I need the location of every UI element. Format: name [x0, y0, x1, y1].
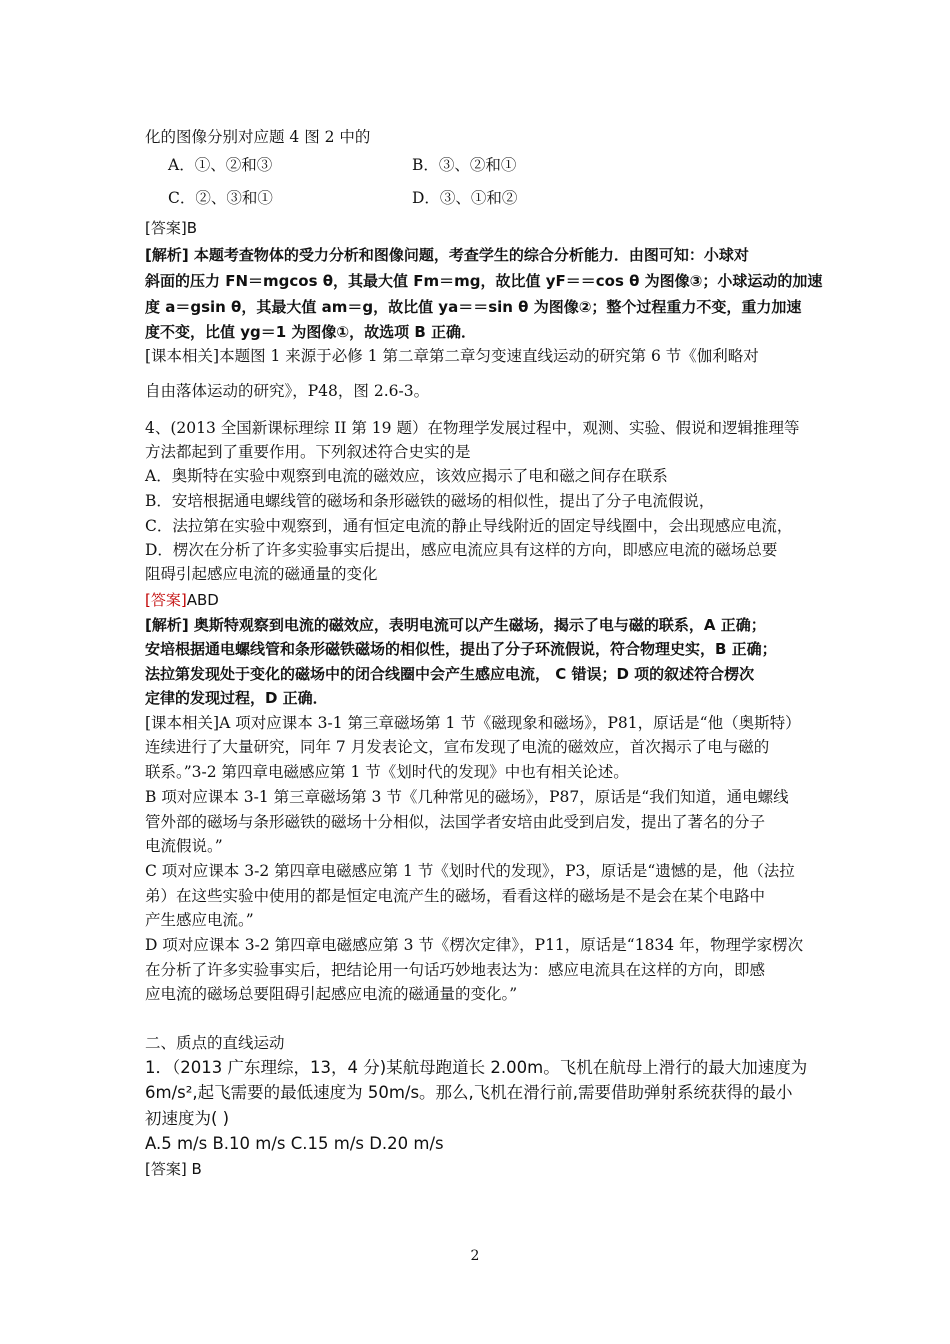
- q4-stem-line: 方法都起到了重要作用。下列叙述符合史实的是: [145, 443, 471, 461]
- q4-textbook-line: 在分析了许多实验事实后，把结论用一句话巧妙地表达为：感应电流具在这样的方向，即感: [145, 961, 766, 979]
- q4-textbook-line: 连续进行了大量研究，同年 7 月发表论文，宣布发现了电流的磁效应，首次揭示了电与磁的: [145, 738, 770, 756]
- q4-answer-label: [答案]: [145, 591, 187, 609]
- q3-stem-tail: 化的图像分别对应题 4 图 2 中的: [145, 128, 371, 146]
- q4-textbook-line: B 项对应课本 3-1 第三章磁场第 3 节《几种常见的磁场》，P87，原话是“我们知道，通电螺线: [145, 788, 789, 806]
- section-heading: 二、质点的直线运动: [145, 1034, 285, 1052]
- q4-textbook-line: 产生感应电流。”: [145, 911, 254, 929]
- s2-q1-line: 1．（2013 广东理综，13，4 分)某航母跑道长 2.00m。飞机在航母上滑行的最大加速度为: [145, 1058, 808, 1077]
- q3-analysis-line: 度不变，比值 yg＝1 为图像①，故选项 B 正确．: [145, 323, 476, 341]
- q4-textbook-line: [课本相关]A 项对应课本 3-1 第三章磁场第 1 节《磁现象和磁场》，P81，原话是“他（奥斯特）: [145, 714, 801, 732]
- q4-analysis-line: [解析] 奥斯特观察到电流的磁效应，表明电流可以产生磁场，揭示了电与磁的联系，A 正确；: [145, 616, 766, 634]
- q4-textbook-line: D 项对应课本 3-2 第四章电磁感应第 3 节《楞次定律》，P11，原话是“1834 年，物理学家楞次: [145, 936, 804, 954]
- s2-q1-answer: [答案] B: [145, 1160, 202, 1178]
- q3-option-b: B．③、②和①: [412, 156, 517, 174]
- q4-textbook-line: 应电流的磁场总要阻碍引起感应电流的磁通量的变化。”: [145, 985, 518, 1003]
- q3-option-c: C．②、③和①: [168, 189, 273, 207]
- q4-option-b: B．安培根据通电螺线管的磁场和条形磁铁的磁场的相似性，提出了分子电流假说，: [145, 492, 715, 510]
- page-number: 2: [470, 1248, 480, 1264]
- q3-analysis-line: 度 a＝gsin θ，其最大值 am＝g，故比值 ya＝＝sin θ 为图像②；整个过程重力不变，重力加速: [145, 298, 802, 316]
- q4-option-d-cont: 阻碍引起感应电流的磁通量的变化: [145, 565, 378, 583]
- q4-option-d: D．楞次在分析了许多实验事实后提出，感应电流应具有这样的方向，即感应电流的磁场总要: [145, 541, 778, 559]
- q4-analysis-line: 法拉第发现处于变化的磁场中的闭合线圈中会产生感应电流， C 错误；D 项的叙述符合楞次: [145, 665, 755, 683]
- q3-textbook-line: 自由落体运动的研究》，P48，图 2.6-3。: [145, 382, 430, 400]
- q4-analysis-line: 安培根据通电螺线管和条形磁铁磁场的相似性，提出了分子环流假说，符合物理史实，B 正确；: [145, 640, 777, 658]
- q3-answer: [答案]B: [145, 219, 197, 237]
- q4-textbook-line: 弟）在这些实验中使用的都是恒定电流产生的磁场，看看这样的磁场是不是会在某个电路中: [145, 887, 766, 905]
- q4-analysis-line: 定律的发现过程，D 正确．: [145, 689, 328, 707]
- q3-analysis-line: 斜面的压力 FN＝mgcos θ，其最大值 Fm＝mg，故比值 yF＝＝cos θ 为图像③；小球运动的加速: [145, 272, 823, 290]
- q4-textbook-line: 电流假说。”: [145, 837, 223, 855]
- q3-option-d: D．③、①和②: [412, 189, 518, 207]
- q3-analysis-line: [解析] 本题考查物体的受力分析和图像问题，考查学生的综合分析能力．由图可知：小球对: [145, 246, 749, 264]
- q4-answer: [145, 590, 219, 610]
- q4-textbook-line: 管外部的磁场与条形磁铁的磁场十分相似，法国学者安培由此受到启发，提出了著名的分子: [145, 813, 766, 831]
- q3-textbook-line: [课本相关]本题图 1 来源于必修 1 第二章第二章匀变速直线运动的研究第 6 节《伽利略对: [145, 347, 759, 365]
- q4-answer-value: ABD: [186, 591, 219, 609]
- q4-option-a: A．奥斯特在实验中观察到电流的磁效应，该效应揭示了电和磁之间存在联系: [145, 467, 668, 485]
- s2-q1-line: 初速度为( ): [145, 1109, 230, 1128]
- s2-q1-options: A.5 m/s B.10 m/s C.15 m/s D.20 m/s: [145, 1134, 444, 1153]
- q4-stem-line: 4、(2013 全国新课标理综 II 第 19 题）在物理学发展过程中，观测、实验、假说和逻辑推理等: [145, 419, 800, 437]
- q3-option-a: A．①、②和③: [168, 156, 273, 174]
- q4-option-c: C．法拉第在实验中观察到，通有恒定电流的静止导线附近的固定导线圈中，会出现感应电流，: [145, 517, 793, 535]
- s2-q1-line: 6m/s²,起飞需要的最低速度为 50m/s。那么,飞机在滑行前,需要借助弹射系统获得的最小: [145, 1083, 793, 1102]
- q4-textbook-line: 联系。”3-2 第四章电磁感应第 1 节《划时代的发现》中也有相关论述。: [145, 763, 629, 781]
- q4-textbook-line: C 项对应课本 3-2 第四章电磁感应第 1 节《划时代的发现》，P3，原话是“遗憾的是，他（法拉: [145, 862, 795, 880]
